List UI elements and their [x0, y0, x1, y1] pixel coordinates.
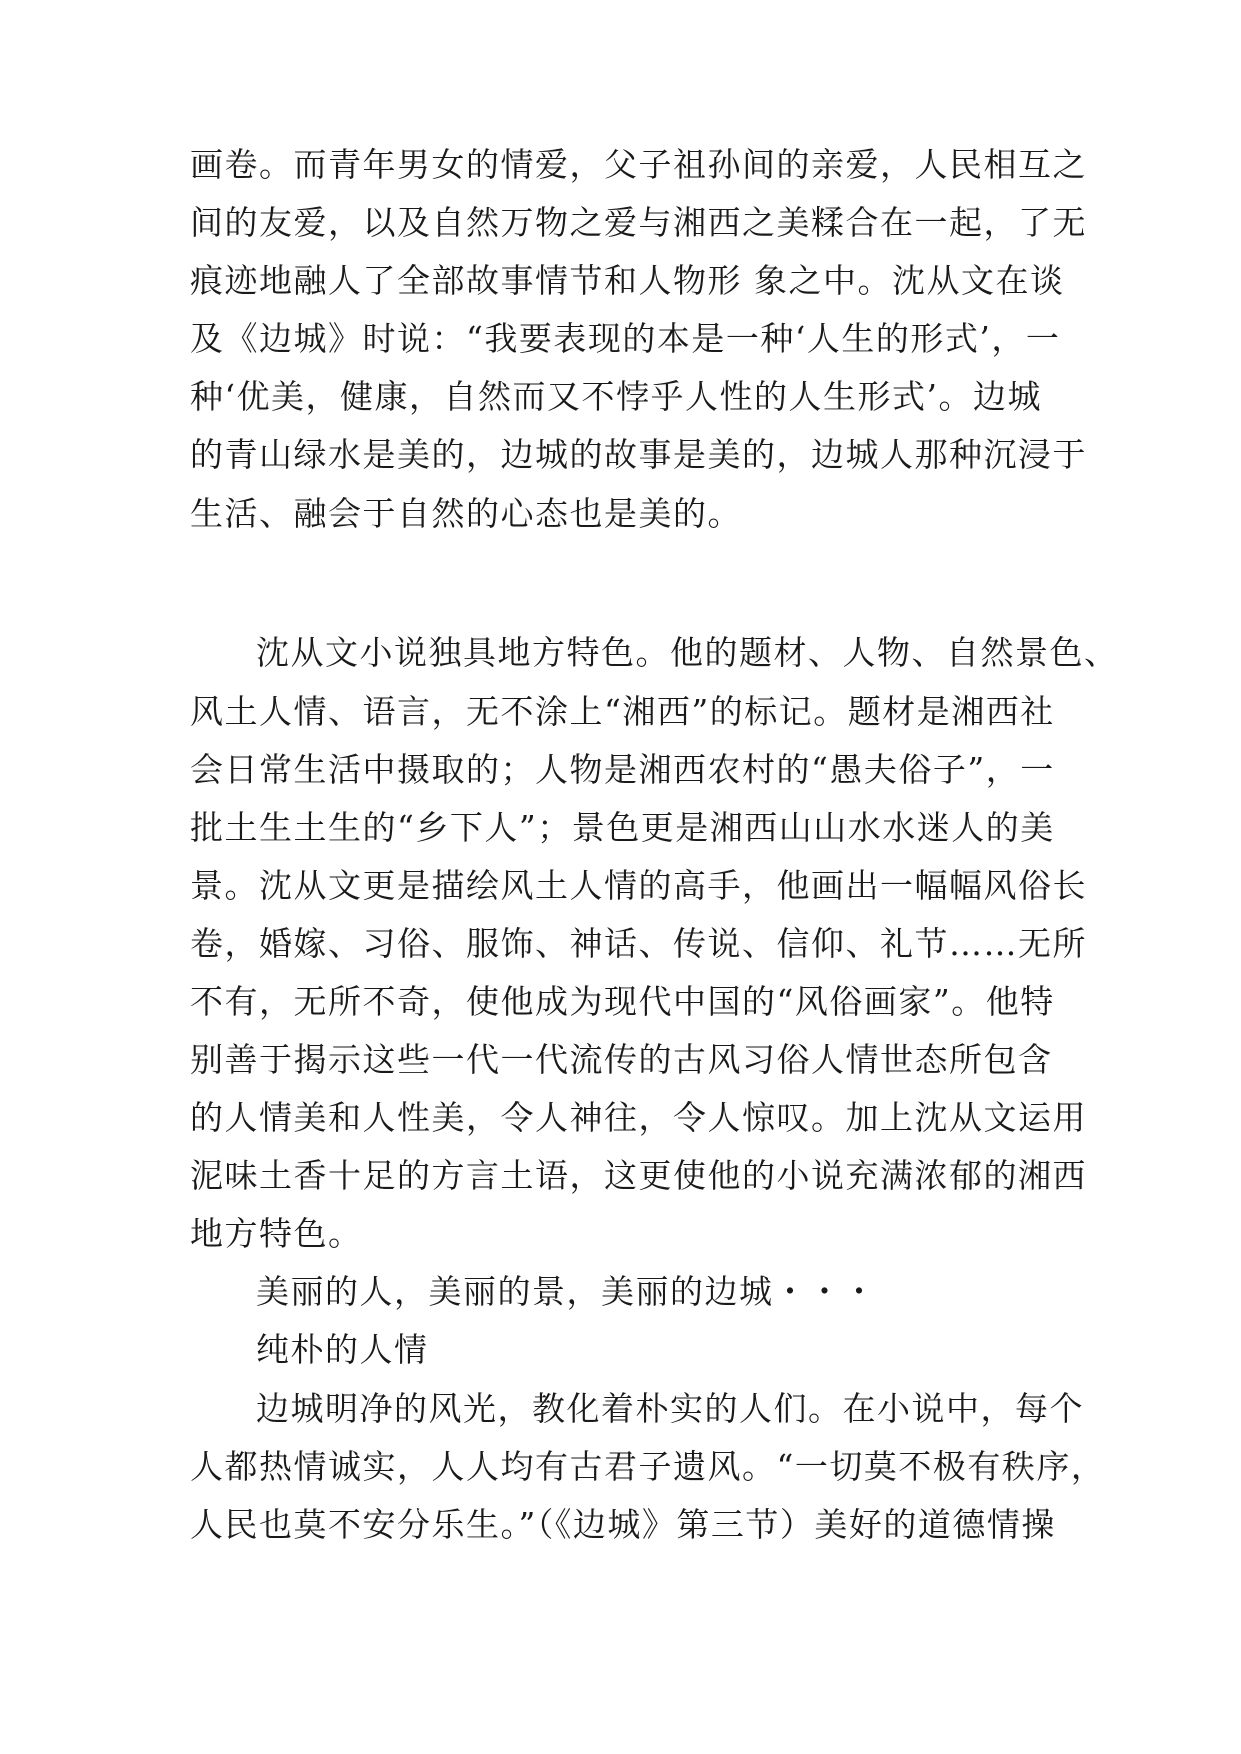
- text-line: 人都热情诚实，人人均有古君子遗风。“一切莫不极有秩序，: [190, 1447, 1106, 1486]
- text-line: 会日常生活中摄取的；人物是湘西农村的“愚夫俗子”，一: [190, 750, 1055, 789]
- text-line: 风土人情、语言，无不涂上“湘西”的标记。题材是湘西社: [190, 692, 1055, 731]
- text-line: 批土生土生的“乡下人”；景色更是湘西山山水水迷人的美: [190, 808, 1055, 847]
- text-line: 沈从文小说独具地方特色。他的题材、人物、自然景色、: [256, 633, 1119, 672]
- text-line: 美丽的人，美丽的景，美丽的边城・・・: [256, 1272, 877, 1311]
- text-line: 地方特色。: [190, 1214, 363, 1253]
- text-line: 人民也莫不安分乐生。”（《边城》第三节）美好的道德情操: [190, 1505, 1056, 1544]
- text-line: 别善于揭示这些一代一代流传的古风习俗人情世态所包含: [190, 1040, 1053, 1079]
- text-line: 卷，婚嫁、习俗、服饰、神话、传说、信仰、礼节……无所: [190, 924, 1087, 963]
- text-line: 痕迹地融人了全部故事情节和人物形 象之中。沈从文在谈: [190, 261, 1065, 300]
- text-line: 及《边城》时说：“我要表现的本是一种‘人生的形式’，一: [190, 319, 1061, 358]
- text-line: 生活、融会于自然的心态也是美的。: [190, 494, 742, 533]
- text-line: 的青山绿水是美的，边城的故事是美的，边城人那种沉浸于: [190, 435, 1087, 474]
- text-line: 间的友爱，以及自然万物之爱与湘西之美糅合在一起，了无: [190, 203, 1087, 242]
- text-line: 泥味土香十足的方言土语，这更使他的小说充满浓郁的湘西: [190, 1156, 1087, 1195]
- text-line: 边城明净的风光，教化着朴实的人们。在小说中，每个: [256, 1389, 1084, 1428]
- text-line: 不有，无所不奇，使他成为现代中国的“风俗画家”。他特: [190, 982, 1055, 1021]
- text-line: 画卷。而青年男女的情爱，父子祖孙间的亲爱，人民相互之: [190, 145, 1087, 184]
- text-line: 的人情美和人性美，令人神往，令人惊叹。加上沈从文运用: [190, 1098, 1087, 1137]
- text-line: 种‘优美，健康，自然而又不悖乎人性的人生形式’。边城: [190, 377, 1042, 416]
- text-line: 景。沈从文更是描绘风土人情的高手，他画出一幅幅风俗长: [190, 866, 1087, 905]
- section-heading: 纯朴的人情: [256, 1330, 429, 1369]
